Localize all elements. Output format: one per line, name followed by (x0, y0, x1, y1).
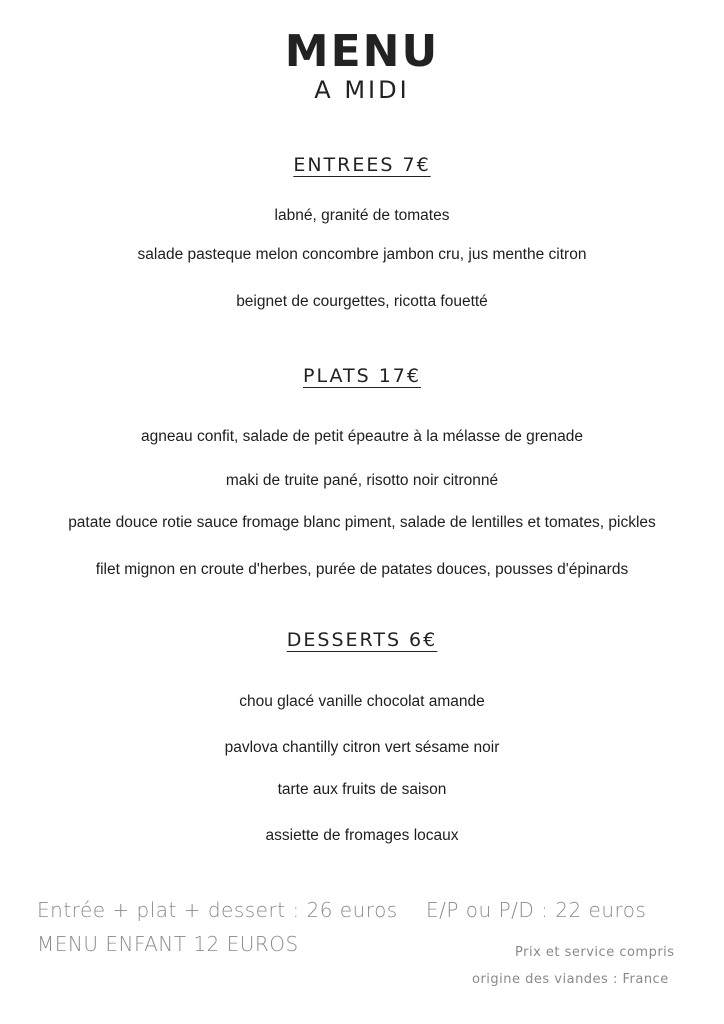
entree-item: labné, granité de tomates (274, 207, 450, 224)
meat-origin-note: origine des viandes : France (472, 972, 669, 987)
dessert-item: tarte aux fruits de saison (277, 781, 447, 798)
entrees-heading: ENTREES 7€ (293, 154, 431, 176)
entree-item: beignet de courgettes, ricotta fouetté (236, 293, 488, 310)
formula-full-price: Entrée + plat + dessert : 26 euros (37, 898, 398, 922)
plat-item: agneau confit, salade de petit épeautre à la mélasse de grenade (140, 428, 584, 445)
plat-item: patate douce rotie sauce fromage blanc piment, salade de lentilles et tomates, pickles (68, 514, 656, 531)
plats-heading: PLATS 17€ (303, 365, 421, 387)
dessert-item: assiette de fromages locaux (265, 827, 459, 844)
kids-menu-price: MENU ENFANT 12 EUROS (37, 932, 299, 956)
menu-title: MENU (284, 26, 440, 77)
service-note: Prix et service compris (515, 945, 675, 960)
plat-item: maki de truite pané, risotto noir citronné (225, 472, 499, 489)
entree-item: salade pasteque melon concombre jambon cru, jus menthe citron (137, 246, 587, 263)
dessert-item: chou glacé vanille chocolat amande (239, 693, 485, 710)
formula-partial-price: E/P ou P/D : 22 euros (426, 898, 647, 922)
dessert-item: pavlova chantilly citron vert sésame noir (224, 739, 500, 756)
plat-item: filet mignon en croute d'herbes, purée de patates douces, pousses d'épinards (95, 561, 629, 578)
menu-subtitle: A MIDI (314, 76, 410, 104)
desserts-heading: DESSERTS 6€ (286, 629, 438, 651)
